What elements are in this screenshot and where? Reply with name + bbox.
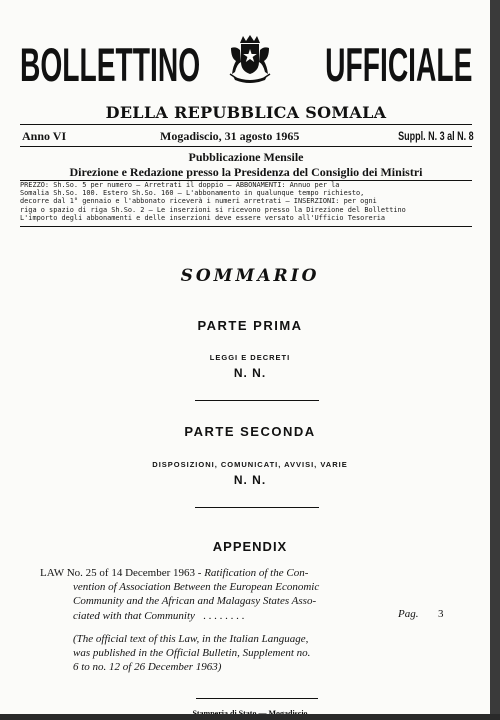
footer-divider xyxy=(196,698,318,699)
terms-line: L'importo degli abbonamenti e delle inserzioni deve essere versato all'Ufficio Tesoreria xyxy=(20,213,386,222)
scan-edge-bottom xyxy=(0,714,500,720)
note-line: (The official text of this Law, in the Italian Language, xyxy=(73,633,309,645)
issue-place-date: Mogadiscio, 31 agosto 1965 xyxy=(160,129,300,143)
law-line xyxy=(40,594,450,608)
masthead-subtitle: DELLA REPUBBLICA SOMALA xyxy=(105,103,387,122)
section-divider xyxy=(195,507,319,508)
law-entry xyxy=(40,566,450,623)
parte-seconda-content: N. N. xyxy=(233,473,267,487)
masthead xyxy=(20,34,472,94)
dot-leaders: . . . . . . . . xyxy=(203,609,245,622)
divider-rule xyxy=(20,124,472,125)
coat-of-arms-emblem xyxy=(228,34,272,86)
law-line xyxy=(40,609,450,623)
law-title-part: ciated with that Community xyxy=(73,609,195,622)
parte-prima-title: PARTE PRIMA xyxy=(197,318,303,333)
note-line: 6 to no. 12 of 26 December 1963) xyxy=(73,661,222,674)
terms-line: riga o spazio di riga Sh.So. 2 — Le inserzioni si ricevono presso la Direzione del Bollettino xyxy=(20,205,406,214)
page-label: Pag. xyxy=(398,608,419,620)
law-prefix: LAW No. 25 of 14 December 1963 - xyxy=(40,567,205,579)
law-note xyxy=(73,632,453,675)
parte-seconda-title: PARTE SECONDA xyxy=(184,424,316,439)
editorial-office: Direzione e Redazione presso la Presidenza del Consiglio dei Ministri xyxy=(69,165,423,179)
divider-rule xyxy=(20,146,472,147)
law-title-part: Ratification of the Con- xyxy=(204,567,309,579)
supplement-number xyxy=(373,129,474,144)
publication-frequency: Pubblicazione Mensile xyxy=(188,150,304,164)
subscription-terms xyxy=(20,181,472,222)
masthead-title-right: UFFICIALE xyxy=(324,38,472,91)
terms-line: decorre dal 1° gennaio e l'abbonato riceverà i numeri arretrati — INSERZIONI: per ogni xyxy=(20,197,377,206)
supplement-label: Suppl. N. 3 al N. 8 xyxy=(398,129,474,143)
masthead-title-left: BOLLETTINO xyxy=(20,38,201,91)
appendix-title: APPENDIX xyxy=(212,539,288,554)
section-divider xyxy=(195,400,319,401)
parte-prima-content: N. N. xyxy=(233,366,267,380)
parte-prima-subtitle: LEGGI E DECRETI xyxy=(209,353,291,362)
law-title-part: vention of Association Between the European Economic xyxy=(73,581,320,594)
sommario-heading: SOMMARIO xyxy=(180,266,320,286)
law-title-part: Community and the African and Malagasy States Asso- xyxy=(73,595,317,608)
law-line xyxy=(40,566,450,580)
divider-rule xyxy=(20,226,472,227)
issue-year: Anno VI xyxy=(22,129,67,143)
note-line: was published in the Official Bulletin, Supplement no. xyxy=(73,647,311,660)
terms-line: Somalia Sh.So. 100. Estero Sh.So. 160 — L'abbonamento in qualunque tempo richiesto, xyxy=(20,189,365,198)
terms-line: PREZZO: Sh.So. 5 per numero — Arretrati il doppio — ABBONAMENTI: Annuo per la xyxy=(20,181,340,189)
law-line xyxy=(40,580,450,594)
scan-edge-right xyxy=(490,0,500,720)
page-number: 3 xyxy=(438,608,444,620)
parte-seconda-subtitle: DISPOSIZIONI, COMUNICATI, AVVISI, VARIE xyxy=(152,460,348,469)
